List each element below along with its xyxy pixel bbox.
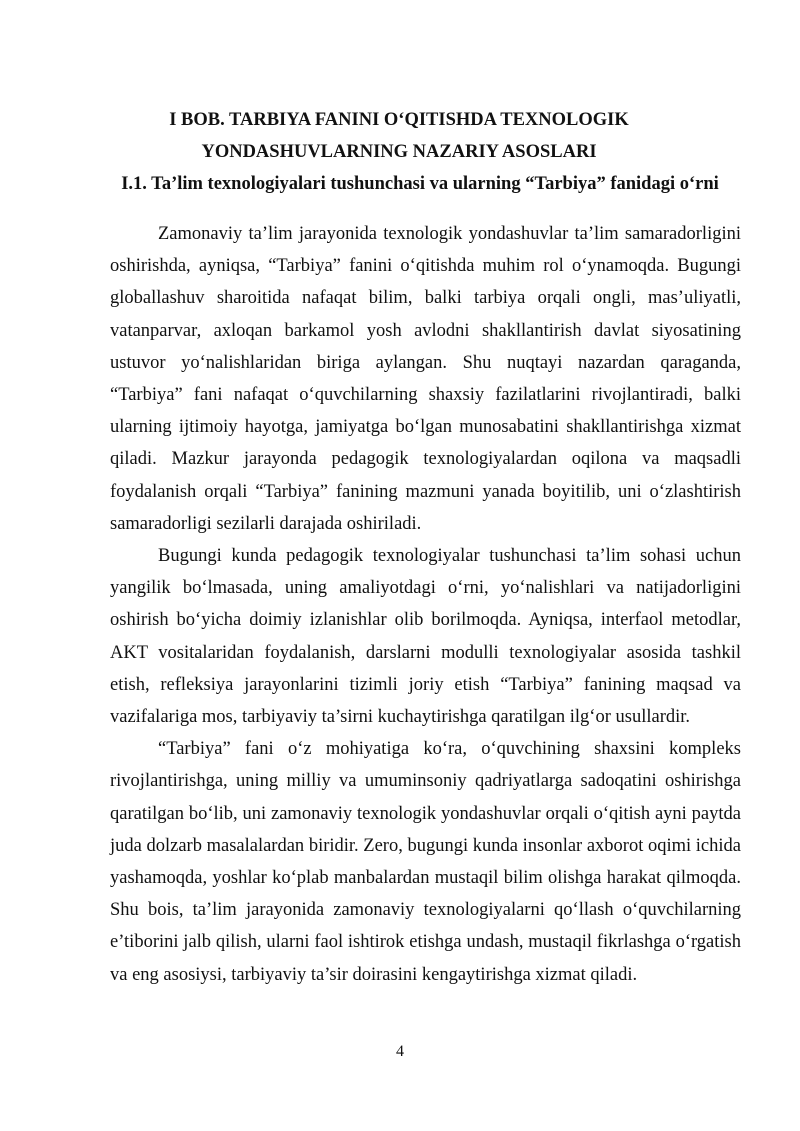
paragraph-3: “Tarbiya” fani o‘z mohiyatiga ko‘ra, o‘quvchining shaxsini kompleks rivojlantirishga, uning milliy va umuminsoniy qadriyatlarga sadoqatini oshirishga qaratilgan bo‘lib, uni zamonaviy texnologik yondashuvlar orqali o‘qitish ayni paytda juda dolzarb masalalardan biridir. Zero, bugungi kunda insonlar axborot oqimi ichida yashamoqda, yoshlar ko‘plab manbalardan mustaqil bilim olishga harakat qilmoqda. Shu bois, ta’lim jarayonida zamonaviy texnologiyalarni qo‘llash o‘quvchilarning e’tiborini jalb qilish, ularni faol ishtirok etishga undash, mustaqil fikrlashga o‘rgatish va eng asosiysi, tarbiyaviy ta’sir doirasini kengaytirishga xizmat qiladi. [110,739,741,985]
chapter-title-line-1: I BOB. TARBIYA FANINI O‘QITISHDA TEXNOLOGIK [169,110,629,130]
paragraph-2: Bugungi kunda pedagogik texnologiyalar tushunchasi ta’lim sohasi uchun yangilik bo‘lmasada, uning amaliyotdagi o‘rni, yo‘nalishlari va natijadorligini oshirish bo‘yicha doimiy izlanishlar olib borilmoqda. Ayniqsa, interfaol metodlar, AKT vositalaridan foydalanish, darslarni modulli texnologiyalar asosida tashkil etish, refleksiya jarayonlarini tizimli joriy etish “Tarbiya” fanining maqsad va vazifalariga mos, tarbiyaviy ta’sirni kuchaytirishga qaratilgan ilg‘or usullardir. [110,546,741,728]
chapter-title [110,104,688,168]
body-text [110,218,741,991]
page-number: 4 [396,1043,404,1060]
section-title: I.1. Ta’lim texnologiyalari tushunchasi va ularning “Tarbiya” fanidagi o‘rni [121,174,719,194]
paragraph-1: Zamonaviy ta’lim jarayonida texnologik yondashuvlar ta’lim samaradorligini oshirishda, ayniqsa, “Tarbiya” fanini o‘qitishda muhim rol o‘ynamoqda. Bugungi globallashuv sharoitida nafaqat bilim, balki tarbiya orqali ongli, mas’uliyatli, vatanparvar, axloqan barkamol yosh avlodni shakllantirish davlat siyosatining ustuvor yo‘nalishlaridan biriga aylangan. Shu nuqtayi nazardan qaraganda, “Tarbiya” fani nafaqat o‘quvchilarning shaxsiy fazilatlarini rivojlantiradi, balki ularning ijtimoiy hayotga, jamiyatga bo‘lgan munosabatini shakllantirishga xizmat qiladi. Mazkur jarayonda pedagogik texnologiyalardan oqilona va maqsadli foydalanish orqali “Tarbiya” fanining mazmuni yanada boyitilib, uni o‘zlashtirish samaradorligi sezilarli darajada oshiriladi. [110,224,741,534]
chapter-title-line-2: YONDASHUVLARNING NAZARIY ASOSLARI [201,142,597,162]
